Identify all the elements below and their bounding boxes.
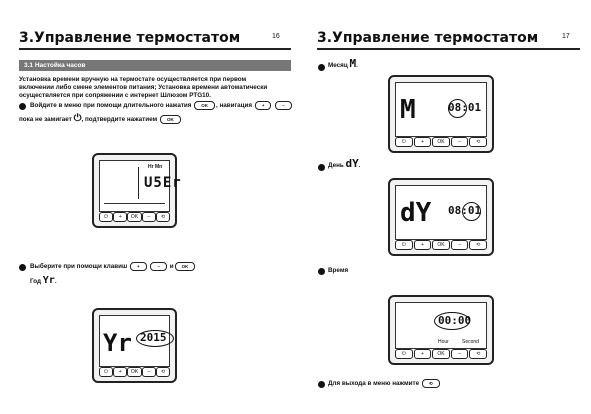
plus-button[interactable]: + <box>414 137 432 147</box>
ok-button[interactable]: OK <box>432 137 450 147</box>
day-line: День dY. <box>328 157 361 170</box>
ok-button-label: OK <box>175 262 196 271</box>
step1-line1 <box>30 101 293 110</box>
day-symbol: dY <box>345 157 359 170</box>
month-value: 08:01 <box>448 101 482 114</box>
year-line: Год Yr. <box>30 275 57 286</box>
step2-text: Выберите при помощи клавиш <box>30 263 128 271</box>
button-row <box>99 212 170 222</box>
back-button[interactable]: ⟲ <box>156 212 170 222</box>
bullet-icon <box>19 103 26 110</box>
power-button[interactable]: ⏻ <box>395 240 413 250</box>
back-button-label: ⟲ <box>422 379 440 388</box>
intro-line: включении либо смене элементов питания; Установка времени автоматически <box>19 84 268 91</box>
bullet-icon <box>318 164 325 171</box>
page-title: 3.Управление термостатом <box>19 30 241 46</box>
thermostat-screen <box>99 160 182 212</box>
thermostat-device <box>388 178 494 256</box>
power-button[interactable]: ⏻ <box>395 349 413 359</box>
power-button[interactable]: ⏻ <box>395 137 413 147</box>
minus-button[interactable]: – <box>451 349 469 359</box>
right-page <box>296 0 591 414</box>
hour-label: Hour <box>438 339 449 345</box>
button-row <box>395 137 487 147</box>
page-number: 17 <box>562 33 570 40</box>
thermostat-screen <box>395 82 487 137</box>
button-row <box>395 349 487 359</box>
day-value: 08:01 <box>448 204 482 217</box>
ok-button[interactable]: OK <box>432 349 450 359</box>
bullet-icon <box>318 64 325 71</box>
back-button[interactable]: ⟲ <box>469 240 487 250</box>
ok-button-label: OK <box>160 115 181 124</box>
screen-divider <box>138 167 139 199</box>
year-value: 2015 <box>140 331 167 344</box>
step2-line <box>30 262 196 271</box>
intro-line: Установка времени вручную на термостате осуществляется при первом <box>19 76 247 83</box>
month-symbol: M <box>349 57 357 70</box>
back-button[interactable]: ⟲ <box>156 367 170 377</box>
intro-line: осуществляется при сопряжении с интернет Шлюзом PTG10. <box>19 92 211 99</box>
power-icon: ⏻ <box>73 113 82 125</box>
power-button[interactable]: ⏻ <box>99 212 113 222</box>
step1-text: , навигация <box>215 102 253 110</box>
page-number: 16 <box>272 33 280 40</box>
time-label: Время <box>328 267 349 274</box>
minus-button-label: – <box>150 262 167 271</box>
minus-button-label: – <box>275 101 292 110</box>
power-button[interactable]: ⏻ <box>99 367 113 377</box>
plus-button-label: + <box>130 262 147 271</box>
year-symbol: Yr <box>42 275 55 286</box>
timeline-bar <box>104 203 165 204</box>
title-divider <box>317 48 580 50</box>
step1-line2 <box>19 115 182 124</box>
year-label: Год <box>30 278 42 285</box>
hr-mn-indicator: Hr Mn <box>148 164 163 170</box>
plus-button[interactable]: + <box>414 349 432 359</box>
ok-button[interactable]: OK <box>127 212 141 222</box>
display-left-symbol: Yr <box>103 329 132 357</box>
display-left-symbol: dY <box>400 198 432 228</box>
back-button[interactable]: ⟲ <box>469 137 487 147</box>
thermostat-screen <box>395 302 487 349</box>
step2-text: и <box>169 263 174 271</box>
title-divider <box>19 48 291 50</box>
plus-button[interactable]: + <box>113 212 127 222</box>
section-header: 3.1 Настойка часов <box>19 60 291 71</box>
exit-label: Для выхода в меню нажмите <box>328 380 420 388</box>
bullet-icon <box>318 268 325 275</box>
button-row <box>395 240 487 250</box>
button-row <box>99 367 170 377</box>
plus-button-label: + <box>255 101 272 110</box>
display-left-symbol: M <box>400 95 416 125</box>
ok-button-label: OK <box>194 101 215 110</box>
thermostat-device <box>92 153 182 228</box>
exit-line <box>328 379 441 388</box>
step1-text: пока не замигает <box>19 116 72 124</box>
thermostat-device <box>388 75 494 153</box>
back-button[interactable]: ⟲ <box>469 349 487 359</box>
minus-button[interactable]: – <box>142 212 156 222</box>
step1-text: Войдите в меню при помощи длительного нажатия <box>30 102 192 110</box>
step1-text: , подтвердите нажатием <box>81 116 158 124</box>
display-text: U5Er <box>144 175 182 191</box>
thermostat-screen <box>395 185 487 240</box>
time-value: 00:00 <box>438 314 472 327</box>
ok-button[interactable]: OK <box>127 367 141 377</box>
minus-button[interactable]: – <box>142 367 156 377</box>
day-label: День <box>328 162 344 169</box>
plus-button[interactable]: + <box>414 240 432 250</box>
bullet-icon <box>19 264 26 271</box>
thermostat-screen <box>99 315 170 367</box>
minus-button[interactable]: – <box>451 240 469 250</box>
plus-button[interactable]: + <box>113 367 127 377</box>
intro-paragraph <box>19 76 267 100</box>
month-label: Месяц <box>328 62 348 69</box>
bullet-icon <box>318 381 325 388</box>
thermostat-device <box>388 295 494 365</box>
page-title: 3.Управление термостатом <box>317 30 539 46</box>
left-page <box>0 0 295 414</box>
month-line: Месяц M. <box>328 57 358 70</box>
thermostat-device <box>92 308 177 383</box>
ok-button[interactable]: OK <box>432 240 450 250</box>
second-label: Second <box>462 339 479 345</box>
minus-button[interactable]: – <box>451 137 469 147</box>
